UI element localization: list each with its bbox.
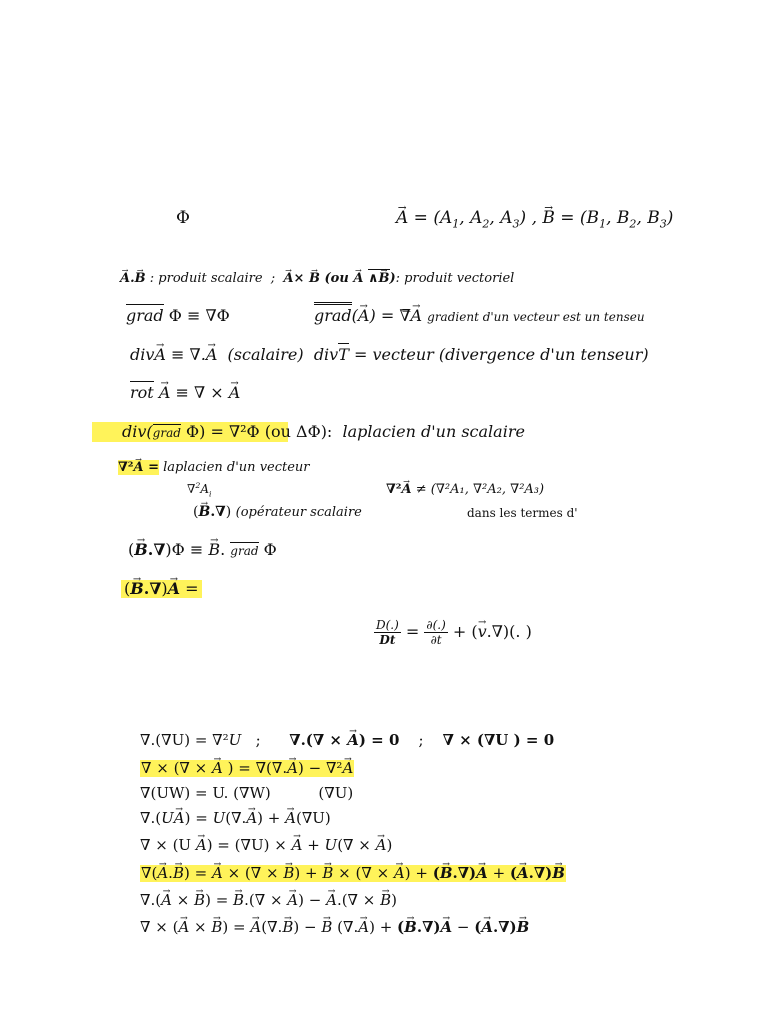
identity-1: ∇.(∇U) = ∇²U ; ∇.(∇ × → A) = 0 ; ∇ × (∇U ) = 0 — [140, 733, 554, 748]
identity-4: ∇.(U→ A) = U(∇.→ A) + → A(∇U) — [140, 811, 331, 826]
div-label: div — [130, 345, 155, 364]
directional-derivative: (→ B.∇)Φ ≡ → B. grad Φ — [128, 542, 277, 558]
laplacien-scalaire-line: div(grad Φ) = ∇²Φ (ou ΔΦ): laplacien d'un scalaire — [122, 422, 525, 441]
operateur-label: (opérateur scalaire — [235, 505, 362, 520]
div-label: div — [122, 422, 147, 441]
b-nabla-a: (→ B.∇)→ A = — [121, 580, 202, 598]
laplacien-vecteur-label: laplacien d'un vecteur — [163, 460, 310, 475]
rot-line: rot → A ≡ ∇ × → A — [130, 385, 240, 401]
ou-delta: ou ΔΦ — [270, 422, 321, 441]
frac-num-d: D(.) — [376, 618, 399, 632]
grad-operator: grad — [126, 306, 164, 325]
grad-tensor-operator: grad — [314, 302, 352, 325]
identity-5: ∇ × (U → A) = (∇U) × → A + U(∇ × → A) — [140, 838, 392, 853]
frac-den-d: Dt — [379, 633, 396, 647]
operateur-line: (→ B.∇) (opérateur scalaire — [193, 505, 362, 519]
grad-equiv: Φ ≡ ∇Φ — [168, 306, 230, 325]
divergence-line: div→ A ≡ ∇.→ A (scalaire) divT = vecteur (divergence d'un tenseur) — [130, 347, 649, 363]
gradient-scalar — [126, 308, 230, 324]
identity-6: ∇(→ A.→ B) = → A × (∇ × → B) + → B × (∇ × → A) + (→ B.∇)→ A + (→ A.∇)→ B — [140, 865, 566, 882]
laplacien-vecteur-line: ∇²→ A = laplacien d'un vecteur — [118, 461, 310, 474]
vector-definitions: → $A = (A_1$, $A_2$, $A_3$) , → $B = (B_1$, $B_2$, $B_3$) — [396, 210, 673, 227]
components-text: ≠ (∇²A₁, ∇²A₂, ∇²A₃) — [415, 482, 545, 497]
identity-8: ∇ × (→ A × → B) = → A(∇.→ B) − → B (∇.→ A) + (→ B.∇)→ A − (→ A.∇)→ B — [140, 920, 529, 935]
scalaire-label: (scalaire) — [227, 345, 304, 364]
scalar-product-label: produit scalaire — [158, 271, 263, 286]
identity-3: ∇(UW) = U. (∇W) (∇U) — [140, 784, 354, 802]
identity-7: ∇.(→ A × → B) = → B.(∇ × → A) − → A.(∇ × → B) — [140, 893, 397, 908]
identity-2: ∇ × (∇ × → A ) = ∇(∇.→ A) − ∇²→ A — [140, 760, 354, 777]
frac-den-partial: ∂t — [430, 633, 442, 647]
nabla2-ai: $\nabla^2A_i$ — [187, 481, 212, 499]
products-line: → A.→ B : produit scalaire ; → A× → B (ou → A ∧→ B): produit vectoriel — [120, 272, 514, 285]
ou-label: ou — [330, 271, 349, 286]
tensor-note: gradient d'un vecteur est un tenseu — [427, 310, 645, 324]
vector-product-label: produit vectoriel — [404, 271, 515, 286]
termes-label: dans les termes d' — [467, 506, 578, 520]
grad-operator: grad — [230, 544, 259, 558]
rot-operator: rot — [130, 383, 154, 402]
material-derivative: $\frac{D(.)}{Dt}$ = $\frac{\partial(.)}{\partial t}$ + (→ v.∇)(. ) — [374, 619, 532, 646]
div-tensor-text: = vecteur (divergence d'un tenseur) — [353, 345, 649, 364]
separator: ; — [270, 271, 276, 286]
gradient-vector: grad(→ A) = ∇̿→ A gradient d'un vecteur est un tenseu — [314, 308, 645, 324]
frac-num-partial: ∂(.) — [426, 618, 446, 632]
phi-symbol: Φ — [176, 208, 190, 228]
grad-operator: grad — [152, 426, 181, 440]
laplacien-scalaire-label: laplacien d'un scalaire — [342, 422, 525, 441]
div-tensor-label: div — [313, 345, 339, 364]
components-neq: ∇²→ A ≠ (∇²A₁, ∇²A₂, ∇²A₃) — [386, 483, 544, 496]
